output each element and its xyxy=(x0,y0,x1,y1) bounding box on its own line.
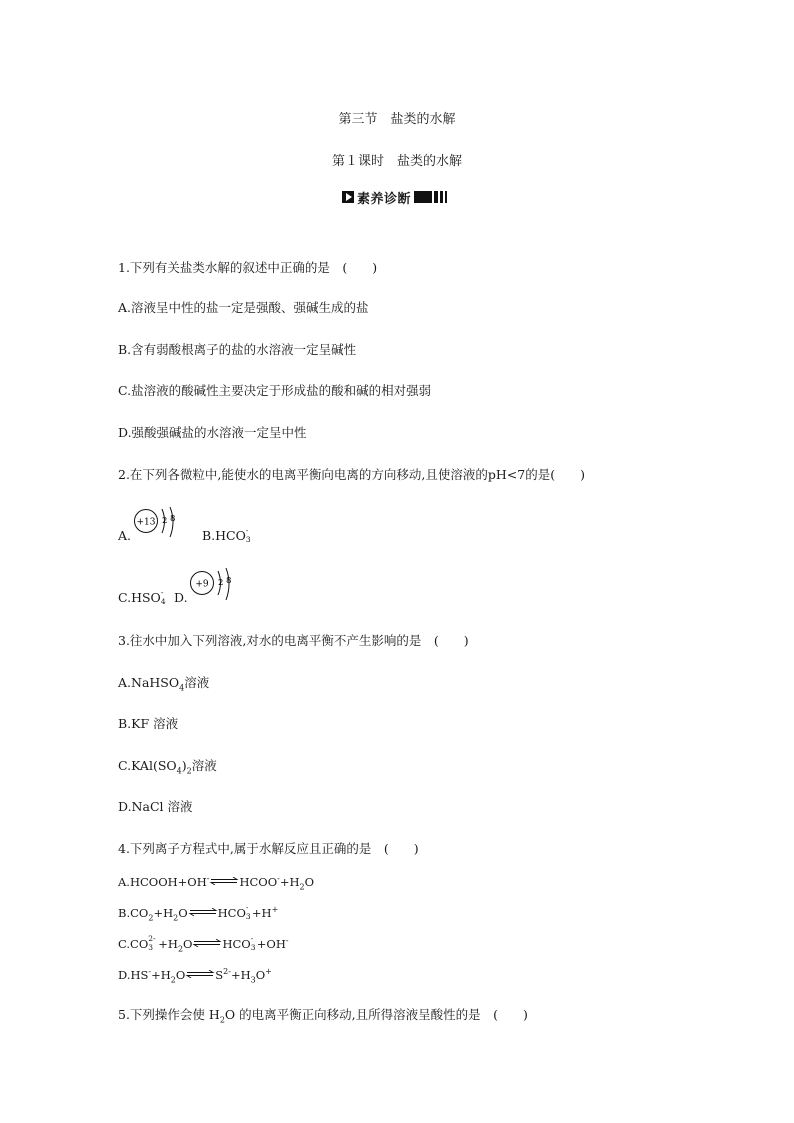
q1-stem: 1.下列有关盐类水解的叙述中正确的是 ( ) xyxy=(118,260,378,275)
equilibrium-arrow-icon xyxy=(188,908,218,916)
q1-option-a: A.溶液呈中性的盐一定是强酸、强碱生成的盐 xyxy=(118,300,369,315)
q2-a-nucleus-label: +13 xyxy=(136,517,156,528)
equilibrium-arrow-icon xyxy=(192,939,222,947)
q2-d-shell1-count: 2 xyxy=(218,578,224,588)
q4-stem: 4.下列离子方程式中,属于水解反应且正确的是 ( ) xyxy=(118,841,419,856)
bars-decoration-icon xyxy=(414,191,449,203)
q3-option-d: D.NaCl 溶液 xyxy=(118,799,193,814)
q5-stem: 5.下列操作会使 $H_2O$ 的电离平衡正向移动,且所得溶液呈酸性的是 ( ) xyxy=(118,1007,528,1025)
q4-option-b: $B.CO_2+H_2O$ HCO - 3 +H+ xyxy=(118,903,279,923)
q3-stem: 3.往水中加入下列溶液,对水的电离平衡不产生影响的是 ( ) xyxy=(118,633,469,648)
q3-option-c: $C.KAl(SO_4)_2$溶液 xyxy=(118,758,217,776)
section-title: 第三节 盐类的水解 xyxy=(338,112,456,127)
q1-option-d: D.强酸强碱盐的水溶液一定呈中性 xyxy=(118,425,307,440)
q4-option-d: $D.HS^-+H_2O$ $S^{2-}+H_3O^+$ xyxy=(118,967,272,985)
q2-option-b: B.HCO - 3 xyxy=(202,526,251,544)
q2-a-shell1-count: 2 xyxy=(162,516,168,526)
q2-stem: 2.在下列各微粒中,能使水的电离平衡向电离的方向移动,且使溶液的pH<7的是( ) xyxy=(118,467,585,482)
equilibrium-arrow-icon xyxy=(185,970,215,978)
q3-option-b: B.KF 溶液 xyxy=(118,716,179,731)
q2-option-a-label: A. xyxy=(118,528,132,543)
q2-option-c: C.HSO - 4 xyxy=(118,588,166,606)
q2-option-a-atom-diagram xyxy=(132,506,186,542)
q2-option-d-label: D. xyxy=(174,590,188,605)
play-icon xyxy=(342,191,354,203)
equilibrium-arrow-icon xyxy=(209,877,239,885)
q2-d-nucleus-label: +9 xyxy=(195,579,209,590)
q2-d-shell2-count: 8 xyxy=(226,576,232,586)
section-banner xyxy=(342,189,449,205)
q4-option-a: A.HCOOH+OH- $HCOO^-+H_2O$ xyxy=(118,874,315,892)
lesson-title: 第１课时 盐类的水解 xyxy=(331,154,462,169)
q1-option-c: C.盐溶液的酸碱性主要决定于形成盐的酸和碱的相对强弱 xyxy=(118,383,432,398)
q3-option-a: A.NaHSO$_4$溶液 xyxy=(118,675,210,693)
q2-option-d-atom-diagram xyxy=(188,566,242,604)
banner-label: 素养诊断 xyxy=(357,191,412,207)
q2-a-shell2-count: 8 xyxy=(170,514,176,524)
q4-option-c: C.CO 2- 3 $+H_2O$ HCO - 3 +OH- xyxy=(118,934,289,954)
q1-option-b: B.含有弱酸根离子的盐的水溶液一定呈碱性 xyxy=(118,342,357,357)
